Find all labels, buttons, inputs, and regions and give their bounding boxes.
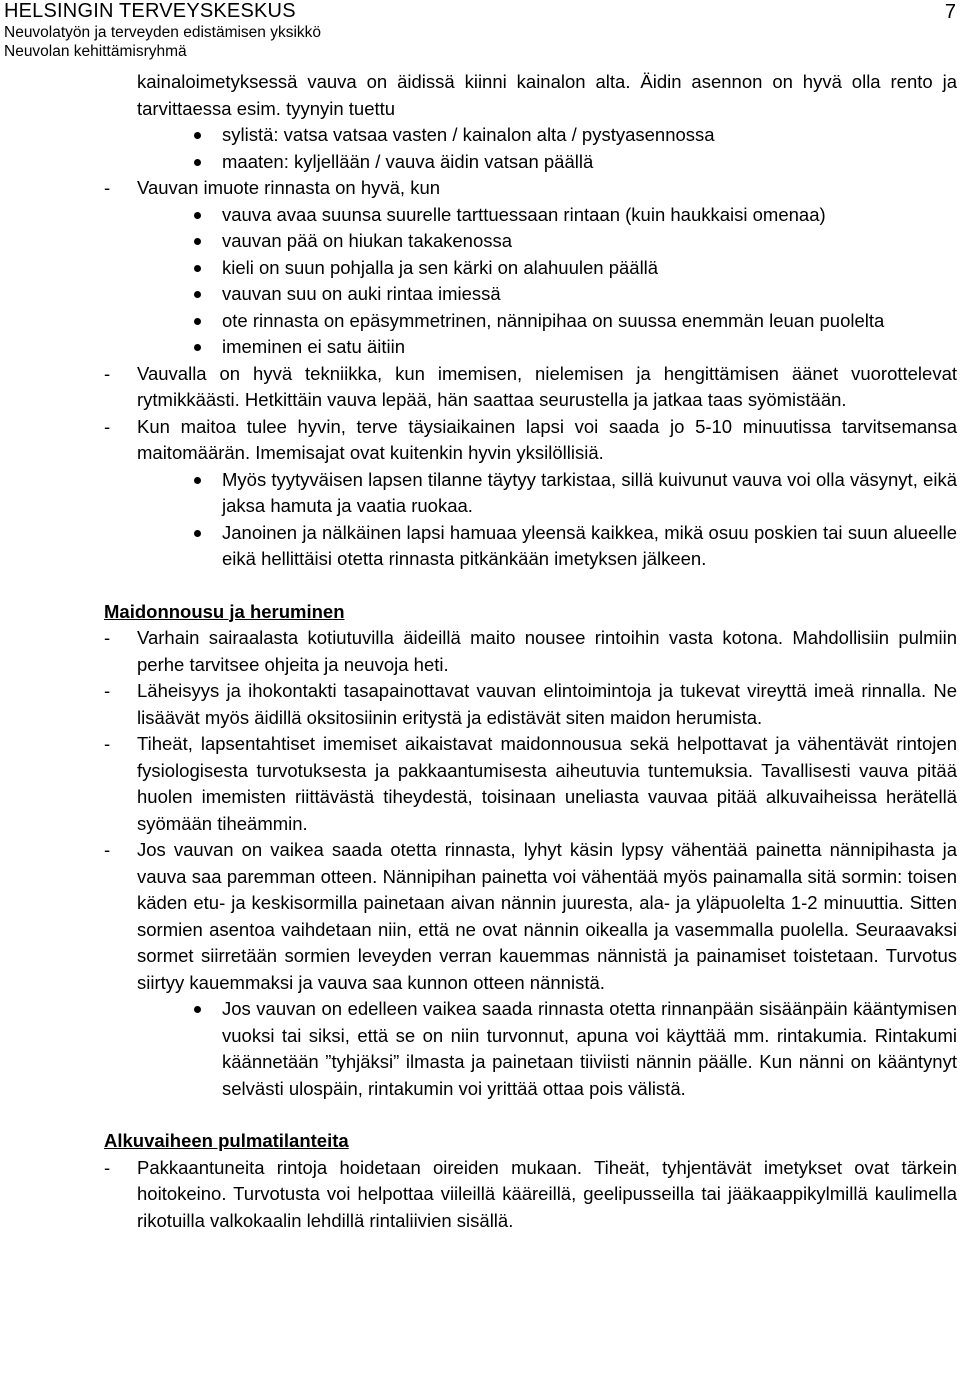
bullet-item: vauvan suu on auki rintaa imiessä: [104, 281, 957, 308]
dash-item: - Kun maitoa tulee hyvin, terve täysiaikainen lapsi voi saada jo 5-10 minuutissa tarvitsemansa maitomäärän. Imemisajat ovat kuitenkin hyvin yksilöllisiä.: [104, 414, 957, 467]
bullet-item: maaten: kyljellään / vauva äidin vatsan päällä: [104, 149, 957, 176]
bullet-item: sylistä: vatsa vatsaa vasten / kainalon alta / pystyasennossa: [104, 122, 957, 149]
spacer: [104, 573, 957, 599]
page-number: 7: [944, 1, 956, 23]
bullet-item: imeminen ei satu äitiin: [104, 334, 957, 361]
bullet-item: vauvan pää on hiukan takakenossa: [104, 228, 957, 255]
organization-name: HELSINGIN TERVEYSKESKUS: [4, 0, 296, 22]
bullet-item: Jos vauvan on edelleen vaikea saada rinnasta otetta rinnanpään sisäänpäin kääntymisen vuoksi tai siksi, että se on niin turvonnut, apuna voi käyttää mm. rintakumia. Rintakumi käännetään ”tyhjäksi” ilmasta ja painetaan tiiviisti nännin päälle. Kun nänni on kääntynyt selvästi ulospäin, rintakumin voi yrittää ottaa pois välistä.: [104, 996, 957, 1102]
paragraph: kainaloimetyksessä vauva on äidissä kiinni kainalon alta. Äidin asennon on hyvä olla rento ja tarvittaessa esim. tyynyin tuettu: [137, 71, 957, 119]
spacer: [104, 1102, 957, 1128]
bullet-item: Janoinen ja nälkäinen lapsi hamuaa yleensä kaikkea, mikä osuu poskien tai suun alueelle eikä hellittäisi otetta rinnasta pitkänkään imetyksen jälkeen.: [104, 520, 957, 573]
working-group-name: Neuvolan kehittämisryhmä: [4, 43, 187, 60]
dash-item: - Pakkaantuneita rintoja hoidetaan oireiden mukaan. Tiheät, tyhjentävät imetykset ovat tärkein hoitokeino. Turvotusta voi helpottaa viileillä kääreillä, geelipusseilla tai jääkaappikylmillä kaulimella rikotuilla valkokaalin lehdillä rintaliivien sisällä.: [104, 1155, 957, 1235]
dash-item: - Vauvan imuote rinnasta on hyvä, kun: [104, 175, 957, 202]
document-body: [104, 69, 957, 1234]
page-header: [4, 0, 956, 61]
bullet-item: kieli on suun pohjalla ja sen kärki on alahuulen päällä: [104, 255, 957, 282]
bullet-item: ote rinnasta on epäsymmetrinen, nännipihaa on suussa enemmän leuan puolelta: [104, 308, 957, 335]
section-heading: Maidonnousu ja heruminen: [104, 600, 345, 622]
section-heading: Alkuvaiheen pulmatilanteita: [104, 1130, 349, 1151]
dash-item: - Jos vauvan on vaikea saada otetta rinnasta, lyhyt käsin lypsy vähentää painetta nännipihasta ja vauva saa paremman otteen. Nännipihan painetta voi vähentää myös painamalla sitä sormin: toisen käden etu- ja keskisormilla painetaan aivan nännin juuresta, ala- ja yläpuolelta 1-2 minuuttia. Sitten sormien asentoa vaihdetaan niin, että ne ovat nännin oikealla ja vasemmalla puolella. Seuraavaksi sormet siirretään sormien leveyden verran kauemmas nännistä ja painamiset toistetaan. Turvotus siirtyy kauemmaksi ja vauva saa kunnon otteen nännistä.: [104, 837, 957, 996]
bullet-item: vauva avaa suunsa suurelle tarttuessaan rintaan (kuin haukkaisi omenaa): [104, 202, 957, 229]
dash-item: - Vauvalla on hyvä tekniikka, kun imemisen, nielemisen ja hengittämisen äänet vuorottelevat rytmikkäästi. Hetkittäin vauva lepää, hän saattaa seurustella ja jatkaa taas syömistään.: [104, 361, 957, 414]
dash-item: - Tiheät, lapsentahtiset imemiset aikaistavat maidonnousua sekä helpottavat ja vähentävät rintojen fysiologisesta turvotuksesta ja pakkaantumisesta aiheutuvia tuntemuksia. Tavallisesti vauva pitää huolen imemisten riittävästä tiheydestä, toisinaan uneliasta vauvaa pitää alkuvaiheissa herätellä syömään tiheämmin.: [104, 731, 957, 837]
dash-item: - Varhain sairaalasta kotiutuvilla äideillä maito nousee rintoihin vasta kotona. Mahdollisiin pulmiin perhe tarvitsee ohjeita ja neuvoja heti.: [104, 625, 957, 678]
bullet-item: Myös tyytyväisen lapsen tilanne täytyy tarkistaa, sillä kuivunut vauva voi olla väsynyt, eikä jaksa hamuta ja vaatia ruokaa.: [104, 467, 957, 520]
dash-item: - Läheisyys ja ihokontakti tasapainottavat vauvan elintoimintoja ja tukevat vireyttä imeä rinnalla. Ne lisäävät myös äidillä oksitosiinin eritystä ja edistävät siten maidon herumista.: [104, 678, 957, 731]
unit-name: Neuvolatyön ja terveyden edistämisen yksikkö: [4, 24, 322, 41]
